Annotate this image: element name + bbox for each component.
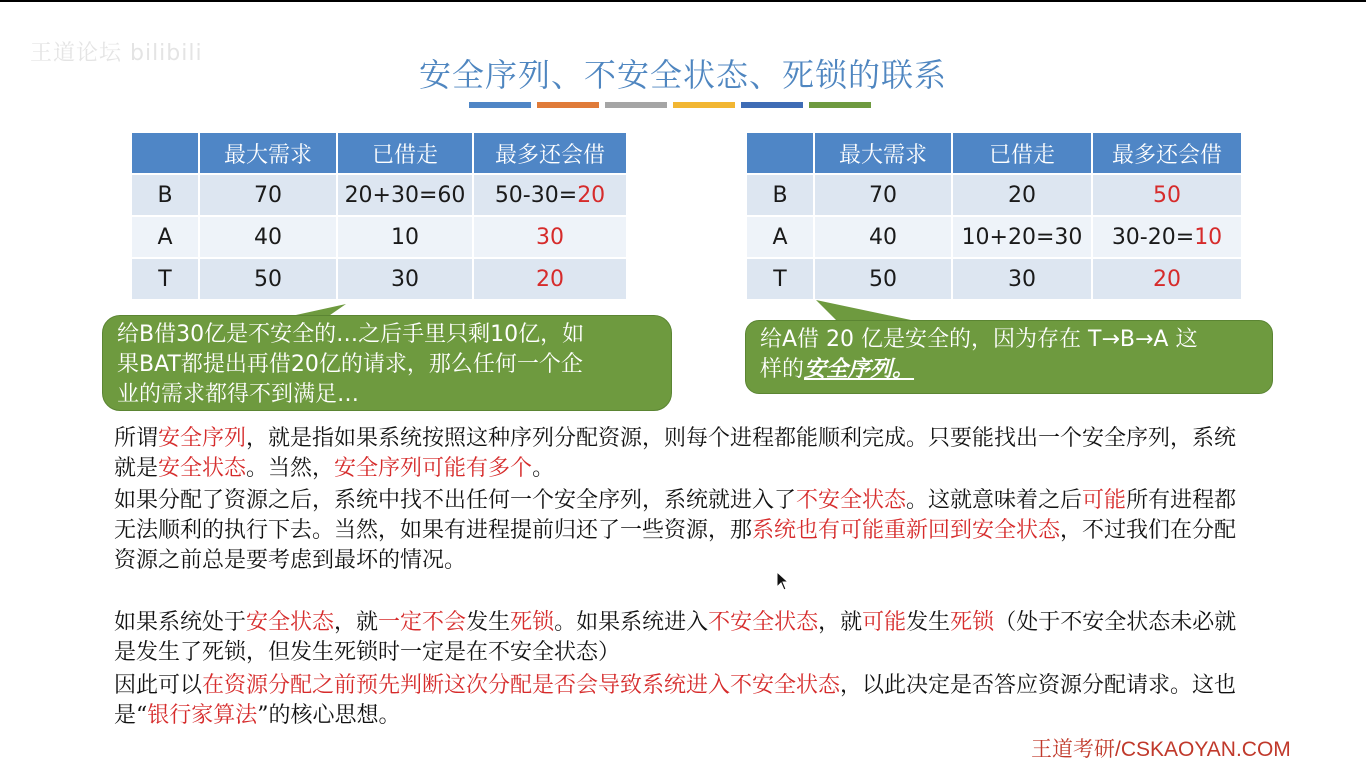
text: 。这就意味着之后	[906, 488, 1083, 513]
row-name: A	[746, 216, 814, 258]
watermark: 王道论坛 bilibili	[30, 41, 203, 66]
highlight: 死锁	[950, 610, 995, 635]
text: 。	[532, 456, 555, 481]
highlight: 安全序列可能有多个	[334, 456, 533, 481]
callout-line: 给B借30亿是不安全的…之后手里只剩10亿，如	[117, 322, 585, 347]
table-row	[746, 258, 1242, 300]
text: 因此可以	[114, 673, 203, 698]
highlight: 一定不会	[378, 610, 467, 635]
row-name: T	[746, 258, 814, 300]
row-max: 50	[199, 258, 337, 300]
row-borrowed: 20+30=60	[337, 174, 473, 216]
text: ，就是指如果系统按照这种序列分配资源，则每个进程都能顺利完成。只要能找出一个安全序列，系统就是	[114, 426, 1237, 481]
row-borrowed: 10	[337, 216, 473, 258]
row-borrowed: 30	[337, 258, 473, 300]
row-borrowed: 30	[952, 258, 1092, 300]
callout-line: 给A借 20 亿是安全的，因为存在 T→B→A 这	[760, 327, 1198, 352]
row-remaining	[1092, 258, 1242, 300]
resource-table-safe	[745, 131, 1243, 301]
highlight: 银行家算法	[147, 703, 258, 728]
table-row	[746, 174, 1242, 216]
color-bar-4	[673, 102, 735, 108]
page-title: 安全序列、不安全状态、死锁的联系	[418, 56, 947, 94]
row-remaining	[1092, 216, 1242, 258]
header-borrowed: 已借走	[337, 132, 473, 174]
paragraph-bankers-algorithm	[114, 671, 1254, 731]
highlight: 可能	[862, 610, 907, 635]
callout-line: 业的需求都得不到满足…	[117, 382, 360, 407]
row-max: 40	[814, 216, 952, 258]
row-max: 40	[199, 216, 337, 258]
color-bar-5	[741, 102, 803, 108]
callout-line: 果BAT都提出再借20亿的请求，那么任何一个企	[117, 352, 583, 377]
highlight: 死锁	[510, 610, 555, 635]
color-bar-strip	[469, 102, 871, 108]
header-max-demand: 最大需求	[199, 132, 337, 174]
row-remaining	[1092, 174, 1242, 216]
row-remaining	[473, 216, 627, 258]
header-cell	[746, 132, 814, 174]
callout-text: 样的	[760, 357, 805, 382]
table-row	[131, 258, 627, 300]
paragraph-deadlock-relation	[114, 608, 1254, 668]
text: ，就	[818, 610, 863, 635]
text: ，以此决定是否答应资源分配请求。这也是“	[114, 673, 1237, 728]
paragraph-unsafe-state	[114, 486, 1254, 576]
text: ，就	[334, 610, 379, 635]
row-name: A	[131, 216, 199, 258]
header-cell	[131, 132, 199, 174]
remaining-value: 10	[1194, 224, 1223, 250]
remaining-prefix: 30-20=	[1111, 224, 1195, 250]
table-header-row	[131, 132, 627, 174]
remaining-value: 20	[577, 182, 606, 208]
highlight: 在资源分配之前预先判断这次分配是否会导致系统进入不安全状态	[202, 673, 841, 698]
text: 发生	[466, 610, 511, 635]
remaining-value: 20	[536, 266, 564, 292]
row-name: T	[131, 258, 199, 300]
header-borrowed: 已借走	[952, 132, 1092, 174]
remaining-prefix: 50-30=	[494, 182, 578, 208]
header-max-demand: 最大需求	[814, 132, 952, 174]
top-border	[0, 0, 1366, 2]
callout-unsafe-explanation	[102, 315, 672, 411]
color-bar-3	[605, 102, 667, 108]
highlight: 安全序列	[158, 426, 247, 451]
highlight: 安全状态	[246, 610, 335, 635]
highlight: 不安全状态	[796, 488, 907, 513]
highlight: 系统也有可能重新回到安全状态	[752, 518, 1061, 543]
remaining-value: 50	[1153, 182, 1181, 208]
text: 所谓	[114, 426, 159, 451]
color-bar-1	[469, 102, 531, 108]
footer-brand: 王道考研/CSKAOYAN.COM	[1031, 738, 1291, 761]
text: （处于不安全状态未必就是发生了死锁，但发生死锁时一定是在不安全状态）	[114, 610, 1237, 665]
callout-emphasis: 安全序列。	[804, 357, 915, 382]
row-remaining	[473, 174, 627, 216]
mouse-cursor-icon	[776, 571, 790, 591]
row-name: B	[131, 174, 199, 216]
row-max: 70	[199, 174, 337, 216]
color-bar-6	[809, 102, 871, 108]
text: 所有进程都无法顺利的执行下去。当然，如果有进程提前归还了一些资源，那	[114, 488, 1237, 543]
header-remaining: 最多还会借	[473, 132, 627, 174]
text: 如果分配了资源之后，系统中找不出任何一个安全序列，系统就进入了	[114, 488, 797, 513]
text: 如果系统处于	[114, 610, 247, 635]
table-row	[131, 216, 627, 258]
row-borrowed: 10+20=30	[952, 216, 1092, 258]
text: 。如果系统进入	[554, 610, 709, 635]
row-name: B	[746, 174, 814, 216]
text: ，不过我们在分配资源之前总是要考虑到最坏的情况。	[114, 518, 1237, 573]
text: 发生	[906, 610, 951, 635]
callout-line	[760, 355, 1258, 385]
header-remaining: 最多还会借	[1092, 132, 1242, 174]
resource-table-unsafe	[130, 131, 628, 301]
remaining-value: 30	[536, 224, 564, 250]
callout-safe-explanation	[745, 320, 1273, 394]
color-bar-2	[537, 102, 599, 108]
row-max: 70	[814, 174, 952, 216]
text: 。当然，	[246, 456, 335, 481]
highlight: 不安全状态	[708, 610, 819, 635]
highlight: 可能	[1082, 488, 1127, 513]
highlight: 安全状态	[158, 456, 247, 481]
table-row	[131, 174, 627, 216]
remaining-value: 20	[1153, 266, 1181, 292]
text: ”的核心思想。	[257, 703, 401, 728]
row-borrowed: 20	[952, 174, 1092, 216]
paragraph-safe-sequence	[114, 424, 1254, 484]
table-header-row	[746, 132, 1242, 174]
table-row	[746, 216, 1242, 258]
row-remaining	[473, 258, 627, 300]
row-max: 50	[814, 258, 952, 300]
